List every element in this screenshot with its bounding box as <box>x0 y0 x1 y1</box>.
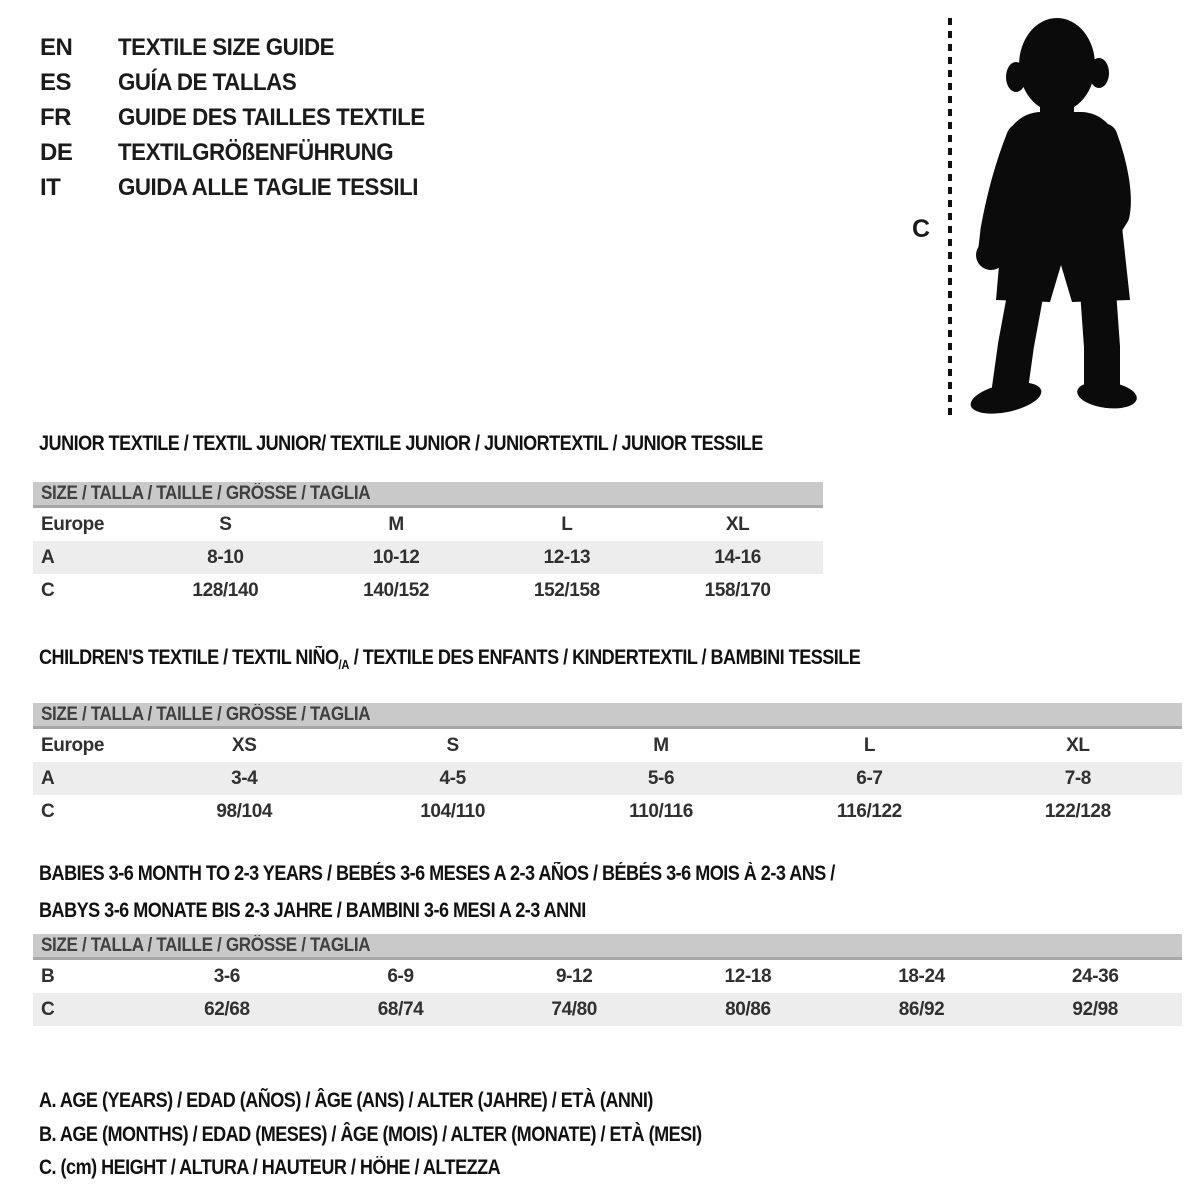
table-row <box>33 960 1182 993</box>
language-code: EN <box>40 33 73 61</box>
row-value: 98/104 <box>216 800 273 822</box>
size-header-label: SIZE / TALLA / TAILLE / GRÖSSE / TAGLIA <box>41 482 371 504</box>
row-value: 110/116 <box>629 800 693 822</box>
section-babies-title <box>33 855 1021 929</box>
height-figure <box>898 10 1183 422</box>
row-value: S <box>446 734 459 756</box>
row-value: 86/92 <box>898 998 945 1020</box>
language-row-es <box>40 65 448 100</box>
language-row-de <box>40 135 448 170</box>
section-title-line: BABIES 3-6 MONTH TO 2-3 YEARS / BEBÉS 3-6 MESES A 2-3 AÑOS / BÉBÉS 3-6 MOIS À 2-3 ANS / <box>39 862 835 885</box>
language-code: FR <box>40 103 71 131</box>
section-junior-title <box>33 432 763 455</box>
section-babies-table <box>33 960 1182 1026</box>
section-title-part: JUNIOR TEXTILE / TEXTIL JUNIOR/ TEXTILE JUNIOR / JUNIORTEXTIL / JUNIOR TESSILE <box>39 432 763 455</box>
language-guide-title: TEXTILE SIZE GUIDE <box>118 33 335 61</box>
row-value: 74/80 <box>551 998 597 1020</box>
section-title-line: BABYS 3-6 MONATE BIS 2-3 JAHRE / BAMBINI 3-6 MESI A 2-3 ANNI <box>39 899 586 922</box>
row-value: 12-13 <box>543 546 591 568</box>
language-row-fr <box>40 100 448 135</box>
language-title-block <box>40 30 448 205</box>
row-value: 6-9 <box>387 965 414 987</box>
language-row-en <box>40 30 448 65</box>
row-value: L <box>561 513 573 535</box>
section-children-size-header <box>33 703 1182 729</box>
row-label: C <box>41 998 55 1020</box>
language-guide-title: TEXTILGRÖßENFÜHRUNG <box>118 138 394 166</box>
table-row <box>33 508 823 541</box>
row-value: L <box>863 734 876 756</box>
row-value: 122/128 <box>1044 800 1111 822</box>
language-row-it <box>40 170 448 205</box>
size-header-label: SIZE / TALLA / TAILLE / GRÖSSE / TAGLIA <box>41 703 371 725</box>
row-value: 5-6 <box>647 767 675 789</box>
row-value: 62/68 <box>204 998 250 1020</box>
section-title-part: /A <box>338 657 350 672</box>
language-code: ES <box>40 68 72 96</box>
row-value: 9-12 <box>555 965 593 987</box>
row-value: 14-16 <box>714 546 761 568</box>
language-code: IT <box>40 173 61 201</box>
section-children-title <box>33 647 1021 676</box>
table-row <box>33 729 1182 762</box>
language-code: DE <box>40 138 73 166</box>
row-label: C <box>41 579 55 601</box>
size-header-label: SIZE / TALLA / TAILLE / GRÖSSE / TAGLIA <box>41 934 371 956</box>
section-title-part: / TEXTILE DES ENFANTS / KINDERTEXTIL / BAMBINI TESSILE <box>349 646 861 669</box>
row-value: 68/74 <box>377 998 424 1020</box>
row-label: A <box>41 546 55 568</box>
row-value: 3-4 <box>231 767 258 789</box>
row-value: 116/122 <box>837 800 902 822</box>
row-value: M <box>388 513 404 535</box>
height-measure-label: C <box>912 215 931 243</box>
section-children-table <box>33 729 1182 828</box>
row-label: B <box>41 965 55 987</box>
language-guide-title: GUÍA DE TALLAS <box>118 68 297 96</box>
row-value: 8-10 <box>207 546 244 568</box>
row-value: 18-24 <box>898 965 945 987</box>
row-value: 12-18 <box>724 965 772 987</box>
row-value: 3-6 <box>213 965 240 987</box>
toddler-silhouette-icon <box>960 15 1145 415</box>
table-row <box>33 541 823 574</box>
row-value: XL <box>1066 734 1090 756</box>
row-value: XS <box>231 734 257 756</box>
legend-line-a: A. AGE (YEARS) / EDAD (AÑOS) / ÂGE (ANS) / ALTER (JAHRE) / ETÀ (ANNI) <box>39 1089 653 1112</box>
section-junior <box>33 433 823 607</box>
row-value: 104/110 <box>420 800 486 822</box>
size-tables <box>33 433 1182 1185</box>
section-children <box>33 647 1182 828</box>
height-dashed-line <box>948 18 952 415</box>
table-row <box>33 574 823 607</box>
row-value: 92/98 <box>1072 998 1118 1020</box>
section-title-part: CHILDREN'S TEXTILE / TEXTIL NIÑO <box>39 646 339 669</box>
row-label: A <box>41 767 55 789</box>
language-guide-title: GUIDE DES TAILLES TEXTILE <box>118 103 425 131</box>
row-value: 158/170 <box>704 579 771 601</box>
table-row <box>33 795 1182 828</box>
legend <box>33 1084 1182 1185</box>
row-value: S <box>219 513 232 535</box>
row-value: 10-12 <box>372 546 420 568</box>
row-value: 152/158 <box>533 579 600 601</box>
row-label: Europe <box>41 513 105 535</box>
row-value: M <box>653 734 669 756</box>
legend-line-b: B. AGE (MONTHS) / EDAD (MESES) / ÂGE (MOIS) / ALTER (MONATE) / ETÀ (MESI) <box>39 1122 702 1146</box>
legend-line-c: C. (cm) HEIGHT / ALTURA / HAUTEUR / HÖHE / ALTEZZA <box>39 1156 501 1179</box>
row-value: 24-36 <box>1071 965 1119 987</box>
section-babies <box>33 855 1182 1026</box>
table-row <box>33 993 1182 1026</box>
row-label: C <box>41 800 55 822</box>
section-babies-size-header <box>33 934 1182 960</box>
row-value: 140/152 <box>363 579 430 601</box>
section-junior-table <box>33 508 823 607</box>
section-junior-size-header <box>33 482 823 508</box>
row-value: 80/86 <box>725 998 771 1020</box>
row-value: 6-7 <box>856 767 883 789</box>
table-row <box>33 762 1182 795</box>
row-value: 7-8 <box>1064 767 1091 789</box>
row-value: XL <box>725 513 750 535</box>
row-label: Europe <box>41 734 105 756</box>
row-value: 4-5 <box>439 767 466 789</box>
language-guide-title: GUIDA ALLE TAGLIE TESSILI <box>118 173 419 201</box>
row-value: 128/140 <box>192 579 259 601</box>
